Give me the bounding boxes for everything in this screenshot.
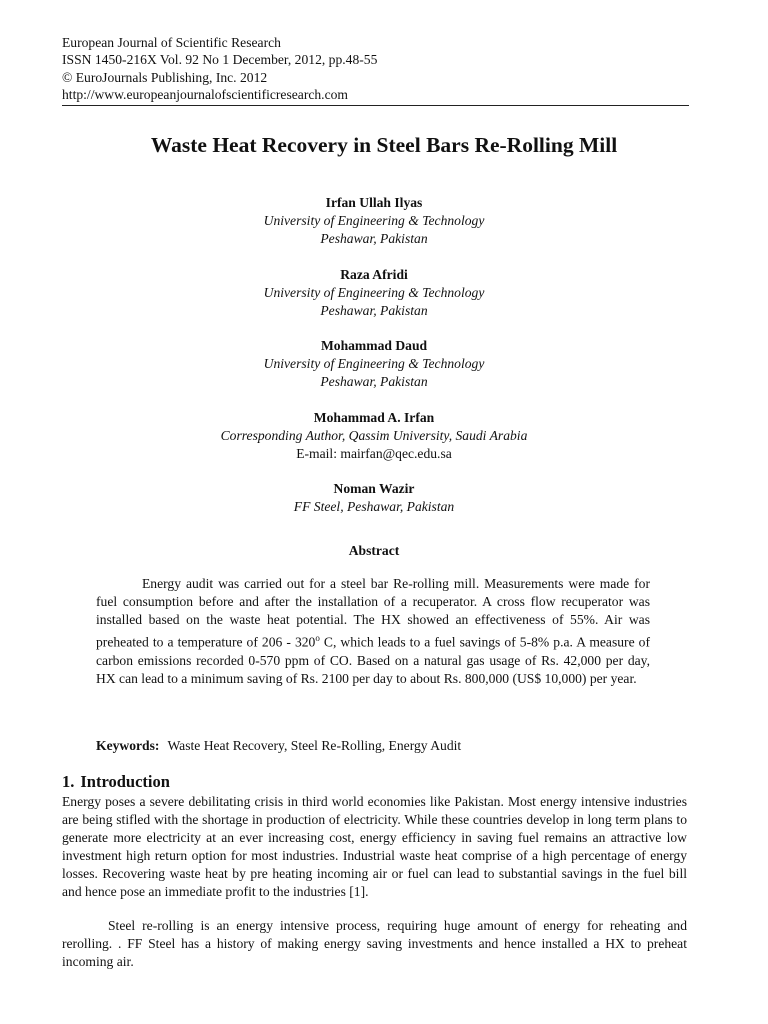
author-block [0, 266, 748, 320]
abstract-text-part1: Energy audit was carried out for a steel bar Re-rolling mill. Measurements were made for fuel consumption before and after the installation of a recuperator. A cross flow recuperator was installed based on the waste heat potential. The HX showed an effectiveness of 55%. Air was preheated to a temperature of 206 - 320 [96, 576, 650, 650]
journal-url[interactable]: http://www.europeanjournalofscientificresearch.com [62, 87, 348, 103]
author-affiliation: FF Steel, Peshawar, Pakistan [293, 499, 455, 514]
author-block [0, 480, 748, 516]
section-number: 1. [62, 772, 75, 791]
degree-superscript: o [315, 633, 320, 644]
abstract-text [96, 575, 650, 688]
author-block [0, 337, 748, 391]
author-affiliation: University of Engineering & Technology [263, 213, 485, 228]
author-name: Raza Afridi [340, 267, 408, 282]
introduction-paragraph-2: Steel re-rolling is an energy intensive process, requiring huge amount of energy for reheating and rerolling. . FF Steel has a history of making energy saving investments and hence installed a HX to preheat incoming air. [62, 918, 687, 970]
author-block [0, 409, 748, 463]
author-affiliation: University of Engineering & Technology [263, 285, 485, 300]
author-block [0, 194, 748, 248]
introduction-paragraph-1: Energy poses a severe debilitating crisis in third world economies like Pakistan. Most energy intensive industries are being stifled with the shortage in production of electricity. While these countries develop in long term plans to generate more electricity at an ever increasing cost, energy efficiency in saving fuel remains an attractive low investment high return option for most industries. Industrial waste heat comprise of a high percentage of energy losses. Recovering waste heat by pre heating incoming air or fuel can lead to substantial savings in the fuel bill and hence pose an immediate profit to the industries [1]. [62, 794, 687, 900]
author-name: Mohammad Daud [320, 338, 428, 353]
keywords-value: Waste Heat Recovery, Steel Re-Rolling, Energy Audit [167, 738, 462, 753]
author-affiliation: Corresponding Author, Qassim University, Saudi Arabia [220, 428, 528, 443]
journal-masthead [62, 34, 688, 104]
section-heading-introduction [62, 772, 462, 792]
keywords-label: Keywords: [96, 738, 160, 753]
author-name: Mohammad A. Irfan [313, 410, 435, 425]
journal-issue: ISSN 1450-216X Vol. 92 No 1 December, 2012, pp.48-55 [62, 52, 378, 68]
author-location: Peshawar, Pakistan [320, 374, 428, 389]
author-name: Irfan Ullah Ilyas [325, 195, 423, 210]
keywords-line [96, 737, 656, 755]
author-location: Peshawar, Pakistan [320, 231, 428, 246]
journal-name: European Journal of Scientific Research [62, 35, 281, 50]
abstract-text-part2: C, which leads to a fuel savings of 5-8% p.a. A measure of carbon emissions recorded 0-570 ppm of CO. Based on a natural gas usage of Rs. 42,000 per day, HX can lead to a minimum saving of Rs. 2100 per day to about Rs. 800,000 (US$ 10,000) per year. [96, 634, 650, 686]
copyright-line: © EuroJournals Publishing, Inc. 2012 [62, 69, 268, 85]
abstract-heading: Abstract [348, 543, 400, 558]
paper-title: Waste Heat Recovery in Steel Bars Re-Rolling Mill [150, 133, 618, 157]
header-rule [62, 105, 689, 106]
author-affiliation: University of Engineering & Technology [263, 356, 485, 371]
section-title: Introduction [80, 772, 170, 791]
author-location: Peshawar, Pakistan [320, 303, 428, 318]
author-name: Noman Wazir [333, 481, 415, 496]
author-email[interactable]: E-mail: mairfan@qec.edu.sa [296, 446, 452, 461]
